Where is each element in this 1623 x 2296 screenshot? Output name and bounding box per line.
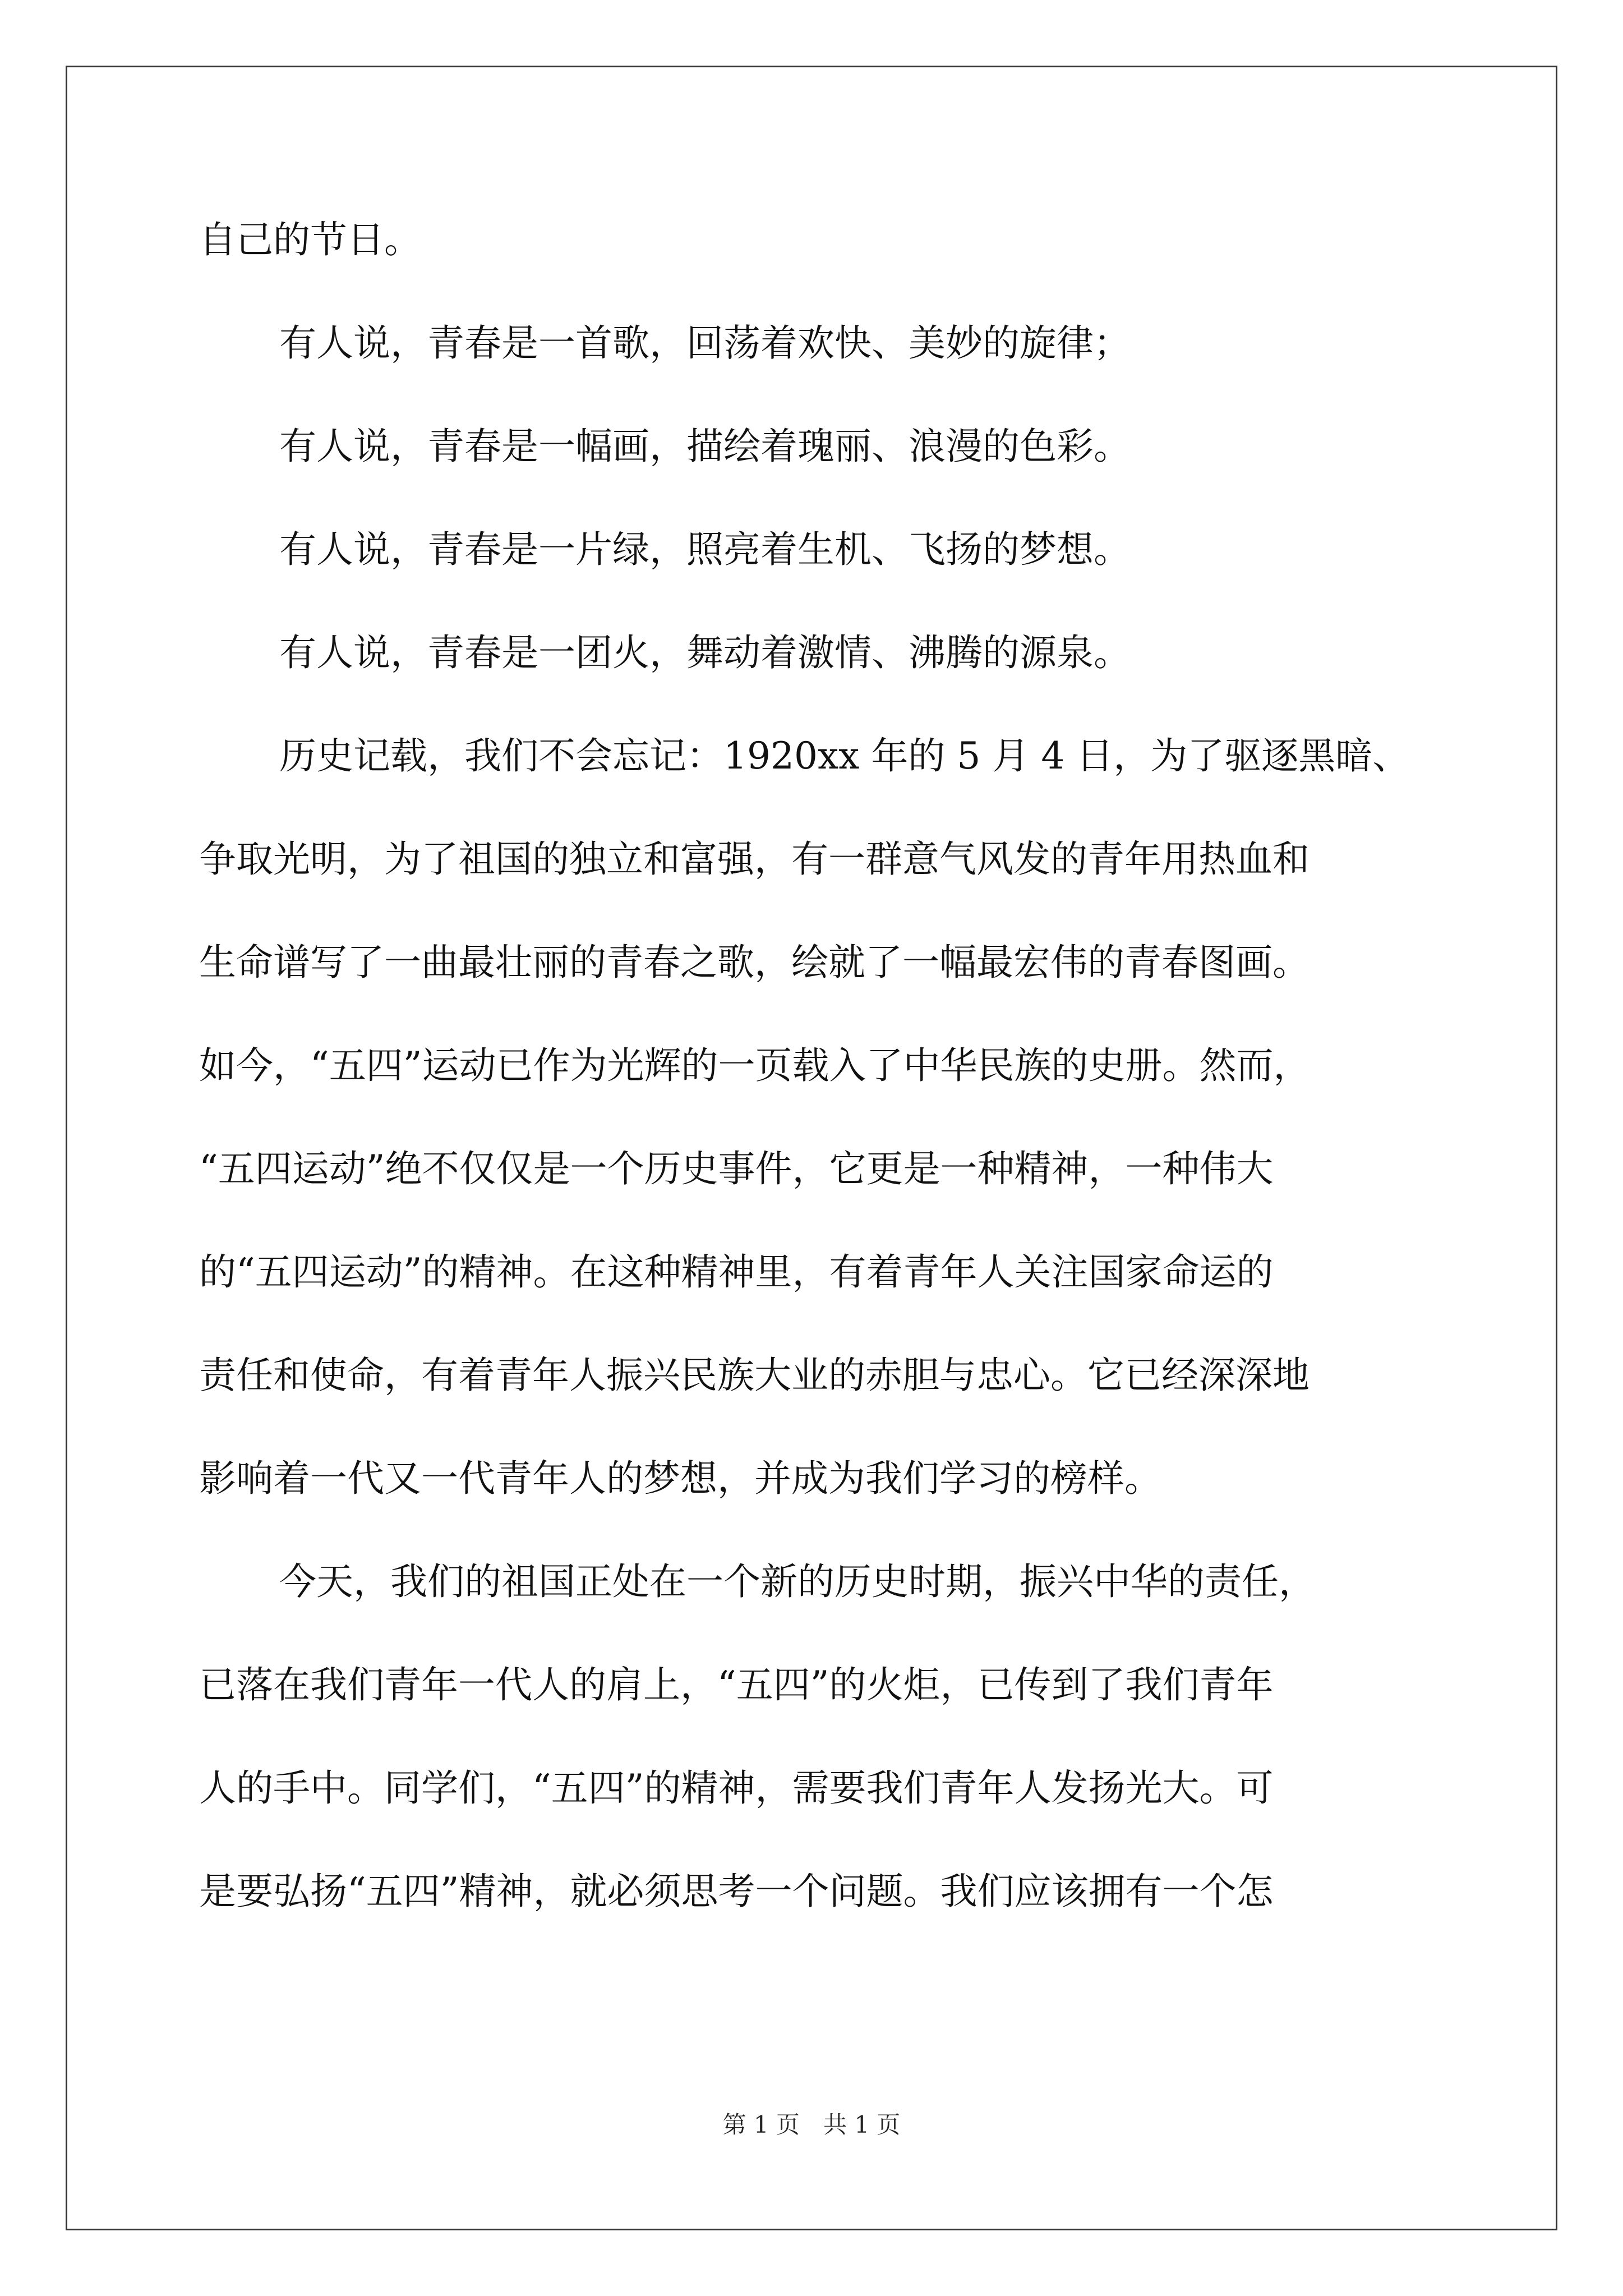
text-line: 争取光明，为了祖国的独立和富强，有一群意气风发的青年用热血和: [199, 838, 1310, 881]
text-line: 生命谱写了一曲最壮丽的青春之歌，绘就了一幅最宏伟的青春图画。: [199, 941, 1310, 984]
text-line: 人的手中。同学们，“五四”的精神，需要我们青年人发扬光大。可: [199, 1766, 1274, 1810]
text-line: 是要弘扬“五四”精神，就必须思考一个问题。我们应该拥有一个怎: [199, 1870, 1274, 1913]
text-line: 历史记载，我们不会忘记：1920xx 年的 5 月 4 日，为了驱逐黑暗、: [279, 734, 1410, 777]
text-line: 自己的节日。: [199, 218, 421, 261]
text-line: 有人说，青春是一首歌，回荡着欢快、美妙的旋律；: [279, 321, 1131, 365]
text-line: 今天，我们的祖国正处在一个新的历史时期，振兴中华的责任，: [279, 1560, 1316, 1603]
text-line: 责任和使命，有着青年人振兴民族大业的赤胆与忠心。它已经深深地: [199, 1354, 1310, 1397]
text-line: 有人说，青春是一片绿，照亮着生机、飞扬的梦想。: [279, 528, 1131, 571]
text-line: 已落在我们青年一代人的肩上，“五四”的火炬，已传到了我们青年: [199, 1663, 1274, 1706]
text-line: 如今，“五四”运动已作为光辉的一页载入了中华民族的史册。然而，: [199, 1044, 1311, 1087]
page-footer: 第 1 页 共 1 页: [722, 2111, 901, 2138]
text-line: 有人说，青春是一团火，舞动着激情、沸腾的源泉。: [279, 631, 1131, 674]
text-line: “五四运动”绝不仅仅是一个历史事件，它更是一种精神，一种伟大: [199, 1147, 1274, 1190]
text-line: 影响着一代又一代青年人的梦想，并成为我们学习的榜样。: [199, 1457, 1161, 1500]
text-line: 的“五四运动”的精神。在这种精神里，有着青年人关注国家命运的: [199, 1250, 1274, 1294]
text-line: 有人说，青春是一幅画，描绘着瑰丽、浪漫的色彩。: [279, 425, 1131, 468]
